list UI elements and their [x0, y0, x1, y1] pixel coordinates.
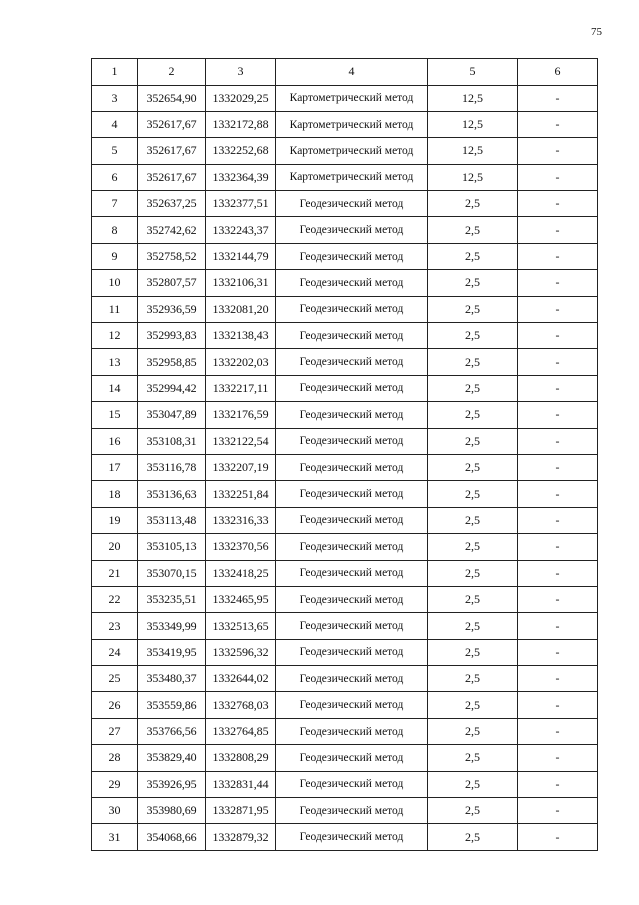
point-number-cell: 24: [92, 639, 138, 665]
x-coordinate-cell: 352654,90: [138, 85, 206, 111]
accuracy-cell: 2,5: [428, 745, 518, 771]
y-coordinate-cell: 1332316,33: [206, 507, 276, 533]
x-coordinate-cell: 353980,69: [138, 798, 206, 824]
y-coordinate-cell: 1332764,85: [206, 718, 276, 744]
note-cell: -: [518, 111, 598, 137]
note-cell: -: [518, 534, 598, 560]
note-cell: -: [518, 454, 598, 480]
point-number-cell: 26: [92, 692, 138, 718]
accuracy-cell: 2,5: [428, 771, 518, 797]
point-number-cell: 12: [92, 323, 138, 349]
method-cell: Геодезический метод: [276, 613, 428, 639]
point-number-cell: 15: [92, 402, 138, 428]
note-cell: -: [518, 85, 598, 111]
accuracy-cell: 2,5: [428, 507, 518, 533]
note-cell: -: [518, 481, 598, 507]
table-row: [92, 111, 598, 137]
method-cell: Геодезический метод: [276, 507, 428, 533]
table-row: [92, 718, 598, 744]
point-number-cell: 4: [92, 111, 138, 137]
accuracy-cell: 2,5: [428, 454, 518, 480]
x-coordinate-cell: 353047,89: [138, 402, 206, 428]
method-cell: Геодезический метод: [276, 824, 428, 850]
y-coordinate-cell: 1332243,37: [206, 217, 276, 243]
table-row: [92, 481, 598, 507]
y-coordinate-cell: 1332879,32: [206, 824, 276, 850]
point-number-cell: 7: [92, 191, 138, 217]
method-cell: Геодезический метод: [276, 666, 428, 692]
method-cell: Картометрический метод: [276, 138, 428, 164]
x-coordinate-cell: 352807,57: [138, 270, 206, 296]
note-cell: -: [518, 560, 598, 586]
point-number-cell: 27: [92, 718, 138, 744]
x-coordinate-cell: 353349,99: [138, 613, 206, 639]
point-number-cell: 6: [92, 164, 138, 190]
x-coordinate-cell: 352617,67: [138, 164, 206, 190]
note-cell: -: [518, 375, 598, 401]
table-row: [92, 270, 598, 296]
accuracy-cell: 12,5: [428, 111, 518, 137]
method-cell: Геодезический метод: [276, 745, 428, 771]
column-header-1: 1: [92, 59, 138, 86]
note-cell: -: [518, 507, 598, 533]
y-coordinate-cell: 1332871,95: [206, 798, 276, 824]
accuracy-cell: 2,5: [428, 560, 518, 586]
table-row: [92, 613, 598, 639]
note-cell: -: [518, 824, 598, 850]
table-row: [92, 666, 598, 692]
y-coordinate-cell: 1332831,44: [206, 771, 276, 797]
x-coordinate-cell: 353235,51: [138, 586, 206, 612]
point-number-cell: 18: [92, 481, 138, 507]
method-cell: Геодезический метод: [276, 798, 428, 824]
note-cell: -: [518, 798, 598, 824]
x-coordinate-cell: 353766,56: [138, 718, 206, 744]
x-coordinate-cell: 353559,86: [138, 692, 206, 718]
table-row: [92, 217, 598, 243]
note-cell: -: [518, 771, 598, 797]
table-row: [92, 296, 598, 322]
accuracy-cell: 2,5: [428, 718, 518, 744]
table-row: [92, 191, 598, 217]
method-cell: Картометрический метод: [276, 85, 428, 111]
method-cell: Геодезический метод: [276, 560, 428, 586]
accuracy-cell: 2,5: [428, 798, 518, 824]
accuracy-cell: 2,5: [428, 270, 518, 296]
method-cell: Геодезический метод: [276, 454, 428, 480]
table-row: [92, 534, 598, 560]
point-number-cell: 19: [92, 507, 138, 533]
column-header-3: 3: [206, 59, 276, 86]
method-cell: Геодезический метод: [276, 349, 428, 375]
accuracy-cell: 12,5: [428, 138, 518, 164]
table-row: [92, 507, 598, 533]
y-coordinate-cell: 1332808,29: [206, 745, 276, 771]
note-cell: -: [518, 666, 598, 692]
point-number-cell: 31: [92, 824, 138, 850]
table-row: [92, 85, 598, 111]
note-cell: -: [518, 138, 598, 164]
accuracy-cell: 2,5: [428, 481, 518, 507]
method-cell: Геодезический метод: [276, 323, 428, 349]
method-cell: Геодезический метод: [276, 692, 428, 718]
note-cell: -: [518, 402, 598, 428]
x-coordinate-cell: 353829,40: [138, 745, 206, 771]
note-cell: -: [518, 349, 598, 375]
y-coordinate-cell: 1332513,65: [206, 613, 276, 639]
method-cell: Геодезический метод: [276, 718, 428, 744]
note-cell: -: [518, 217, 598, 243]
column-header-4: 4: [276, 59, 428, 86]
table-row: [92, 428, 598, 454]
note-cell: -: [518, 164, 598, 190]
accuracy-cell: 2,5: [428, 296, 518, 322]
point-number-cell: 9: [92, 243, 138, 269]
table-row: [92, 824, 598, 850]
x-coordinate-cell: 352758,52: [138, 243, 206, 269]
accuracy-cell: 2,5: [428, 375, 518, 401]
table-row: [92, 138, 598, 164]
column-header-2: 2: [138, 59, 206, 86]
table-row: [92, 586, 598, 612]
y-coordinate-cell: 1332596,32: [206, 639, 276, 665]
table-row: [92, 454, 598, 480]
y-coordinate-cell: 1332138,43: [206, 323, 276, 349]
x-coordinate-cell: 353116,78: [138, 454, 206, 480]
x-coordinate-cell: 353105,13: [138, 534, 206, 560]
note-cell: -: [518, 639, 598, 665]
method-cell: Геодезический метод: [276, 428, 428, 454]
point-number-cell: 17: [92, 454, 138, 480]
point-number-cell: 16: [92, 428, 138, 454]
note-cell: -: [518, 586, 598, 612]
x-coordinate-cell: 353926,95: [138, 771, 206, 797]
point-number-cell: 29: [92, 771, 138, 797]
method-cell: Геодезический метод: [276, 243, 428, 269]
accuracy-cell: 2,5: [428, 323, 518, 349]
point-number-cell: 20: [92, 534, 138, 560]
table-row: [92, 771, 598, 797]
table-row: [92, 745, 598, 771]
x-coordinate-cell: 352617,67: [138, 138, 206, 164]
table-row: [92, 243, 598, 269]
method-cell: Геодезический метод: [276, 217, 428, 243]
note-cell: -: [518, 692, 598, 718]
accuracy-cell: 12,5: [428, 85, 518, 111]
accuracy-cell: 2,5: [428, 613, 518, 639]
y-coordinate-cell: 1332252,68: [206, 138, 276, 164]
accuracy-cell: 2,5: [428, 692, 518, 718]
coordinates-table: [91, 58, 598, 851]
table-row: [92, 560, 598, 586]
accuracy-cell: 2,5: [428, 191, 518, 217]
y-coordinate-cell: 1332176,59: [206, 402, 276, 428]
point-number-cell: 28: [92, 745, 138, 771]
accuracy-cell: 2,5: [428, 639, 518, 665]
y-coordinate-cell: 1332377,51: [206, 191, 276, 217]
accuracy-cell: 2,5: [428, 666, 518, 692]
x-coordinate-cell: 352637,25: [138, 191, 206, 217]
y-coordinate-cell: 1332106,31: [206, 270, 276, 296]
accuracy-cell: 12,5: [428, 164, 518, 190]
x-coordinate-cell: 353113,48: [138, 507, 206, 533]
accuracy-cell: 2,5: [428, 217, 518, 243]
table-row: [92, 692, 598, 718]
y-coordinate-cell: 1332370,56: [206, 534, 276, 560]
method-cell: Геодезический метод: [276, 771, 428, 797]
method-cell: Геодезический метод: [276, 375, 428, 401]
y-coordinate-cell: 1332207,19: [206, 454, 276, 480]
table-row: [92, 323, 598, 349]
accuracy-cell: 2,5: [428, 402, 518, 428]
table-row: [92, 402, 598, 428]
method-cell: Геодезический метод: [276, 402, 428, 428]
point-number-cell: 22: [92, 586, 138, 612]
point-number-cell: 3: [92, 85, 138, 111]
y-coordinate-cell: 1332172,88: [206, 111, 276, 137]
y-coordinate-cell: 1332418,25: [206, 560, 276, 586]
x-coordinate-cell: 353480,37: [138, 666, 206, 692]
x-coordinate-cell: 353136,63: [138, 481, 206, 507]
y-coordinate-cell: 1332081,20: [206, 296, 276, 322]
point-number-cell: 14: [92, 375, 138, 401]
x-coordinate-cell: 352994,42: [138, 375, 206, 401]
y-coordinate-cell: 1332768,03: [206, 692, 276, 718]
point-number-cell: 5: [92, 138, 138, 164]
table-row: [92, 639, 598, 665]
accuracy-cell: 2,5: [428, 824, 518, 850]
point-number-cell: 13: [92, 349, 138, 375]
table-row: [92, 164, 598, 190]
y-coordinate-cell: 1332364,39: [206, 164, 276, 190]
page-number: 75: [591, 26, 602, 38]
column-header-6: 6: [518, 59, 598, 86]
method-cell: Геодезический метод: [276, 296, 428, 322]
note-cell: -: [518, 191, 598, 217]
x-coordinate-cell: 352617,67: [138, 111, 206, 137]
y-coordinate-cell: 1332144,79: [206, 243, 276, 269]
note-cell: -: [518, 613, 598, 639]
method-cell: Геодезический метод: [276, 639, 428, 665]
note-cell: -: [518, 718, 598, 744]
point-number-cell: 25: [92, 666, 138, 692]
accuracy-cell: 2,5: [428, 586, 518, 612]
table-row: [92, 375, 598, 401]
note-cell: -: [518, 745, 598, 771]
y-coordinate-cell: 1332217,11: [206, 375, 276, 401]
x-coordinate-cell: 354068,66: [138, 824, 206, 850]
accuracy-cell: 2,5: [428, 349, 518, 375]
table-header-row: [92, 59, 598, 86]
point-number-cell: 23: [92, 613, 138, 639]
table-row: [92, 349, 598, 375]
x-coordinate-cell: 352936,59: [138, 296, 206, 322]
note-cell: -: [518, 270, 598, 296]
x-coordinate-cell: 352742,62: [138, 217, 206, 243]
x-coordinate-cell: 352958,85: [138, 349, 206, 375]
point-number-cell: 8: [92, 217, 138, 243]
note-cell: -: [518, 296, 598, 322]
accuracy-cell: 2,5: [428, 534, 518, 560]
table-row: [92, 798, 598, 824]
y-coordinate-cell: 1332029,25: [206, 85, 276, 111]
x-coordinate-cell: 353419,95: [138, 639, 206, 665]
method-cell: Геодезический метод: [276, 481, 428, 507]
y-coordinate-cell: 1332465,95: [206, 586, 276, 612]
method-cell: Геодезический метод: [276, 191, 428, 217]
table-body: [92, 85, 598, 850]
accuracy-cell: 2,5: [428, 428, 518, 454]
y-coordinate-cell: 1332202,03: [206, 349, 276, 375]
note-cell: -: [518, 323, 598, 349]
x-coordinate-cell: 353070,15: [138, 560, 206, 586]
note-cell: -: [518, 243, 598, 269]
method-cell: Геодезический метод: [276, 270, 428, 296]
y-coordinate-cell: 1332122,54: [206, 428, 276, 454]
method-cell: Геодезический метод: [276, 586, 428, 612]
method-cell: Картометрический метод: [276, 111, 428, 137]
y-coordinate-cell: 1332251,84: [206, 481, 276, 507]
x-coordinate-cell: 353108,31: [138, 428, 206, 454]
note-cell: -: [518, 428, 598, 454]
x-coordinate-cell: 352993,83: [138, 323, 206, 349]
point-number-cell: 21: [92, 560, 138, 586]
point-number-cell: 30: [92, 798, 138, 824]
y-coordinate-cell: 1332644,02: [206, 666, 276, 692]
accuracy-cell: 2,5: [428, 243, 518, 269]
method-cell: Картометрический метод: [276, 164, 428, 190]
column-header-5: 5: [428, 59, 518, 86]
point-number-cell: 10: [92, 270, 138, 296]
point-number-cell: 11: [92, 296, 138, 322]
method-cell: Геодезический метод: [276, 534, 428, 560]
